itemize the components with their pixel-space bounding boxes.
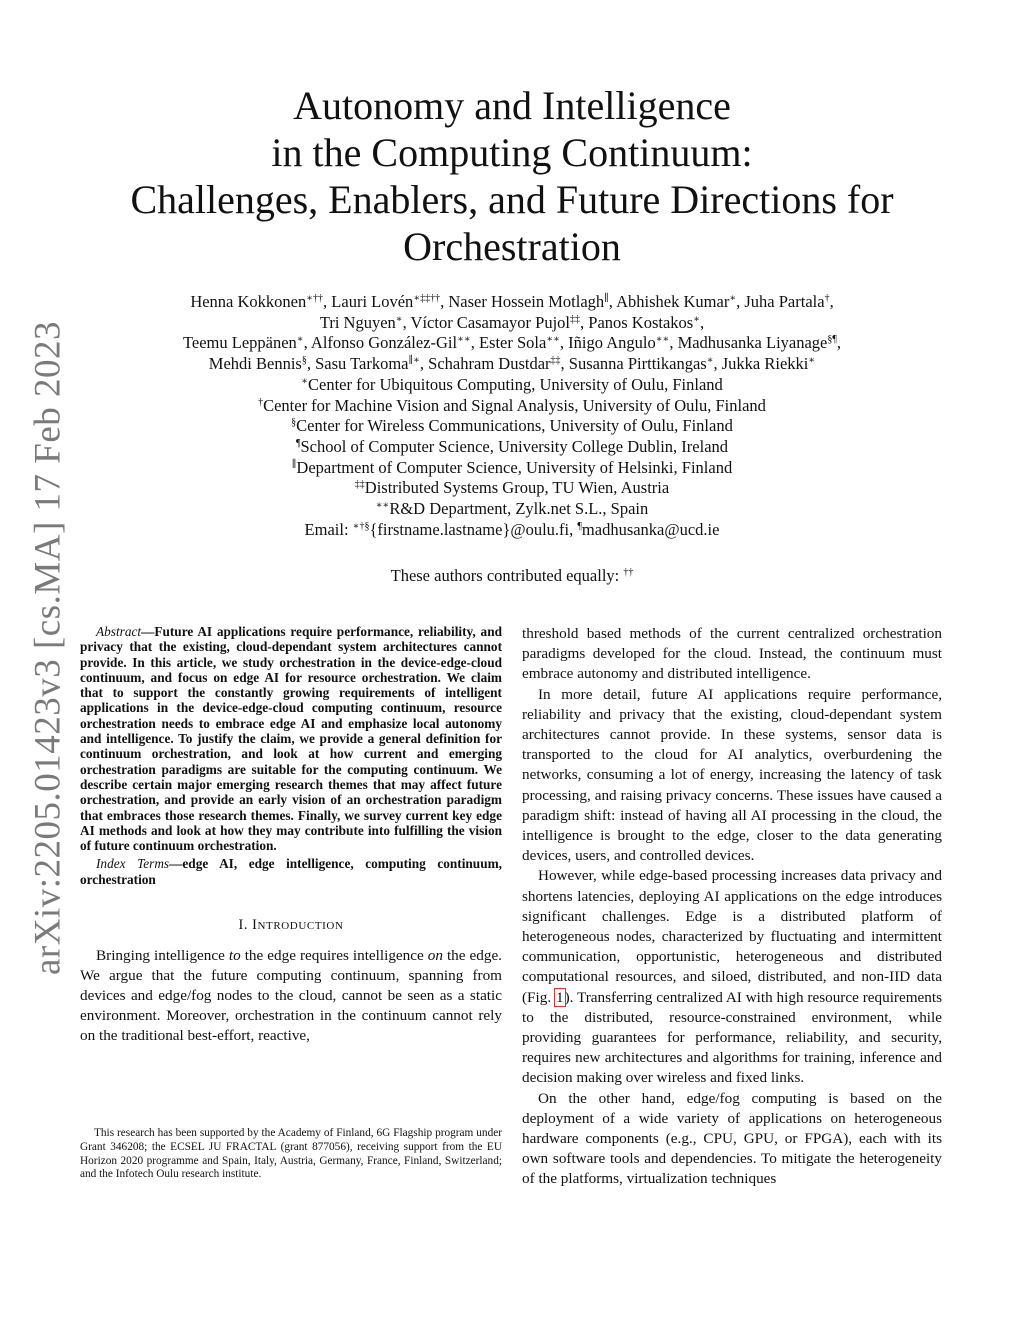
author-name: , Víctor Casamayor Pujol (402, 312, 571, 332)
author-name: , Juha Partala (736, 292, 825, 311)
emphasis: to (228, 947, 241, 965)
paper-title (100, 82, 924, 270)
author-mark: § (301, 355, 307, 367)
section-initial: I (252, 917, 258, 934)
text-run: the edge requires intelligence (240, 947, 428, 965)
author-mark: ∗ (693, 313, 701, 325)
author-sep: , (829, 292, 834, 311)
paragraph-detail: In more detail, future AI applications require performance, reliability and privacy that the existing, cloud-dependant system architectures cannot provide. In these systems, sensor data is transported to the cloud for AI analytics, overburdening the networks, consuming a lot of energy, increasing the latency of task processing, and raising privacy concerns. These issues have caused a paradigm shift: instead of having all AI processing in the cloud, the intelligence is brought to the edge, closer to the data generating devices, users, and controlled devices. (522, 685, 942, 865)
author-name: , Susanna Pirttikangas (560, 354, 707, 374)
email-mark: ∗†§ (352, 520, 370, 532)
author-name: , Naser Hossein Motlagh (440, 292, 605, 311)
affiliation-mark: § (291, 417, 297, 429)
author-line-1 (100, 292, 924, 313)
arxiv-identifier (26, 320, 70, 976)
email-line (100, 520, 924, 541)
equal-contribution-text: These authors contributed equally: (390, 566, 624, 585)
author-mark: ∗ (395, 313, 403, 325)
abstract-text: —Future AI applications require performance, reliability, and privacy that the existing, cloud-dependant system architectures cannot provide. In this article, we study orchestration in the device-edge-cloud continuum, and focus on edge AI for resource orchestration. We claim that to support the constantly growing requirements of intelligent applications in the device-edge-cloud computing continuum, resource orchestration needs to embrace edge AI and emphasize local autonomy and intelligence. To justify the claim, we provide a general definition for continuum orchestration, and look at how current and emerging orchestration paradigms are suitable for the computing continuum. We describe certain major emerging research themes that may affect future orchestration, and provide an early vision of an orchestration paradigm that embraces those research themes. Finally, we survey current key edge AI methods and look at how they may contribute into fulfilling the vision of future continuum orchestration. (80, 624, 502, 854)
author-line-3 (100, 333, 924, 354)
equal-contribution-note (100, 566, 924, 586)
affiliation-mark: ∗∗ (375, 500, 390, 512)
index-terms (80, 856, 502, 887)
affiliation (100, 396, 924, 417)
author-name: Mehdi Bennis (208, 354, 302, 374)
intro-paragraph-1 (80, 946, 502, 1046)
author-mark: ∗†† (306, 293, 324, 304)
author-mark: ∗ (296, 334, 304, 346)
author-name: , Abhishek Kumar (608, 292, 730, 311)
author-name: , Madhusanka Liyanage (669, 333, 828, 353)
affiliation-text: Center for Wireless Communications, University of Oulu, Finland (296, 416, 733, 436)
affiliation (100, 499, 924, 520)
title-line-1: Autonomy and Intelligence (293, 83, 731, 128)
affiliation-text: Department of Computer Science, University of Helsinki, Finland (296, 457, 733, 477)
paragraph-edge-challenges (522, 866, 942, 1088)
author-name: , Jukka Riekki (713, 354, 809, 374)
author-mark: ∗∗ (546, 334, 560, 346)
email-label: Email: (304, 519, 353, 539)
affiliation-text: Center for Ubiquitous Computing, University of Oulu, Finland (308, 374, 723, 394)
author-mark: ‡‡ (550, 355, 561, 367)
figure-reference-link[interactable]: 1 (555, 988, 564, 1006)
affiliation-mark: ‡‡ (354, 479, 365, 491)
author-mark: ∗ (706, 355, 714, 367)
affiliation (100, 375, 924, 396)
index-terms-lead: Index Terms (96, 856, 170, 872)
author-sep: , (700, 312, 705, 332)
author-name: Teemu Leppänen (182, 333, 297, 353)
right-column (522, 624, 942, 1190)
affiliation (100, 437, 924, 458)
affiliation (100, 458, 924, 479)
author-mark: ∥ (604, 293, 609, 304)
affiliation (100, 478, 924, 499)
paragraph-heterogeneity: On the other hand, edge/fog computing is based on the deployment of a wide variety of applications on heterogeneous hardware components (e.g., CPU, GPU, or FPGA), each with its own software tools and dependencies. To mitigate the heterogeneity of the platforms, virtualization techniques (522, 1089, 942, 1188)
email-mark: ¶ (577, 520, 582, 532)
section-title-rest: NTRODUCTION (257, 920, 344, 933)
author-name: , Ester Sola (470, 333, 547, 353)
author-mark: ∗‡‡†† (413, 293, 441, 304)
author-name: , Panos Kostakos (580, 312, 694, 332)
author-mark: ∗∗ (457, 334, 471, 346)
author-mark: ∗∗ (655, 334, 670, 346)
abstract-lead: Abstract (96, 624, 142, 639)
affiliation-text: Center for Machine Vision and Signal Analysis, University of Oulu, Finland (263, 395, 766, 415)
author-sep: , (836, 333, 842, 353)
title-line-2: in the Computing Continuum: (271, 130, 753, 175)
email-address[interactable]: madhusanka@ucd.ie (581, 519, 720, 539)
left-column (80, 624, 502, 1046)
affiliation-text: Distributed Systems Group, TU Wien, Austria (364, 478, 670, 498)
section-numeral: I. (238, 917, 253, 934)
affiliation-mark: † (258, 396, 264, 408)
author-mark: † (824, 293, 830, 304)
author-name: Henna Kokkonen (190, 292, 307, 311)
affiliation-mark: ∥ (291, 458, 297, 470)
text-run: Bringing intelligence (96, 947, 229, 965)
author-name: , Schahram Dustdar (419, 354, 551, 374)
author-line-4 (100, 354, 924, 375)
affiliation-mark: ∗ (301, 375, 309, 387)
author-mark: ‡‡ (570, 313, 581, 325)
author-line-2 (100, 313, 924, 334)
affiliation-text: R&D Department, Zylk.net S.L., Spain (389, 499, 649, 519)
funding-footnote: This research has been supported by the Academy of Finland, 6G Flagship program under Grant 346208; the ECSEL JU FRACTAL (grant 877056), receiving support from the EU Horizon 2020 programme and Spain, Italy, Austria, Germany, France, Finland, Switzerland; and the Infotech Oulu research institute. (80, 1127, 502, 1181)
text-run: the edge. We argue that the future computing continuum, spanning from devices and edge/fog nodes to the cloud, cannot be seen as a static environment. Moreover, orchestration in the continuum cannot rely on the traditional best-effort, reactive, (80, 947, 502, 1045)
paragraph-continued: threshold based methods of the current centralized orchestration paradigms developed for the cloud. Instead, the continuum must embrace autonomy and distributed intelligence. (522, 625, 942, 683)
author-block (100, 292, 924, 540)
affiliation-text: School of Computer Science, University College Dublin, Ireland (300, 436, 729, 456)
emphasis: on (427, 947, 443, 965)
title-line-3: Challenges, Enablers, and Future Directions for (130, 177, 894, 222)
author-mark: ∗ (729, 293, 737, 304)
author-mark: ∗ (808, 355, 816, 367)
equal-contribution-mark: †† (623, 567, 634, 578)
author-name: , Alfonso González-Gil (303, 333, 458, 353)
author-name: , Sasu Tarkoma (306, 354, 409, 374)
section-heading-introduction (80, 917, 502, 934)
affiliation (100, 416, 924, 437)
abstract (80, 624, 502, 853)
title-line-4: Orchestration (403, 224, 621, 269)
arxiv-identifier-text: arXiv:2205.01423v3 [cs.MA] 17 Feb 2023 (27, 320, 69, 976)
text-run: ). Transferring centralized AI with high resource requirements to the distributed, resource-constrained environment, while providing guarantees for performance, reliability, and security, requires new architectures and algorithms for training, inference and decision making over wireless and fixed links. (522, 988, 942, 1087)
index-terms-text: —edge AI, edge intelligence, computing continuum, orchestration (80, 856, 502, 887)
author-name: , Lauri Lovén (323, 292, 414, 311)
author-mark: ∥∗ (408, 355, 420, 367)
email-address[interactable]: {firstname.lastname}@oulu.fi, (369, 519, 578, 539)
text-run: However, while edge-based processing increases data privacy and shortens latencies, deploying AI applications on the edge introduces significant challenges. Edge is a distributed platform of heterogeneous nodes, characterized by fluctuating and intermittent communication, opportunistic, heterogeneous and distributed computational resources, and siloed, distributed, and non-IID data (Fig. (522, 867, 942, 1006)
author-name: Tri Nguyen (319, 312, 396, 332)
affiliation-mark: ¶ (295, 437, 301, 449)
author-mark: §¶ (827, 334, 837, 346)
author-name: , Iñigo Angulo (559, 333, 656, 353)
